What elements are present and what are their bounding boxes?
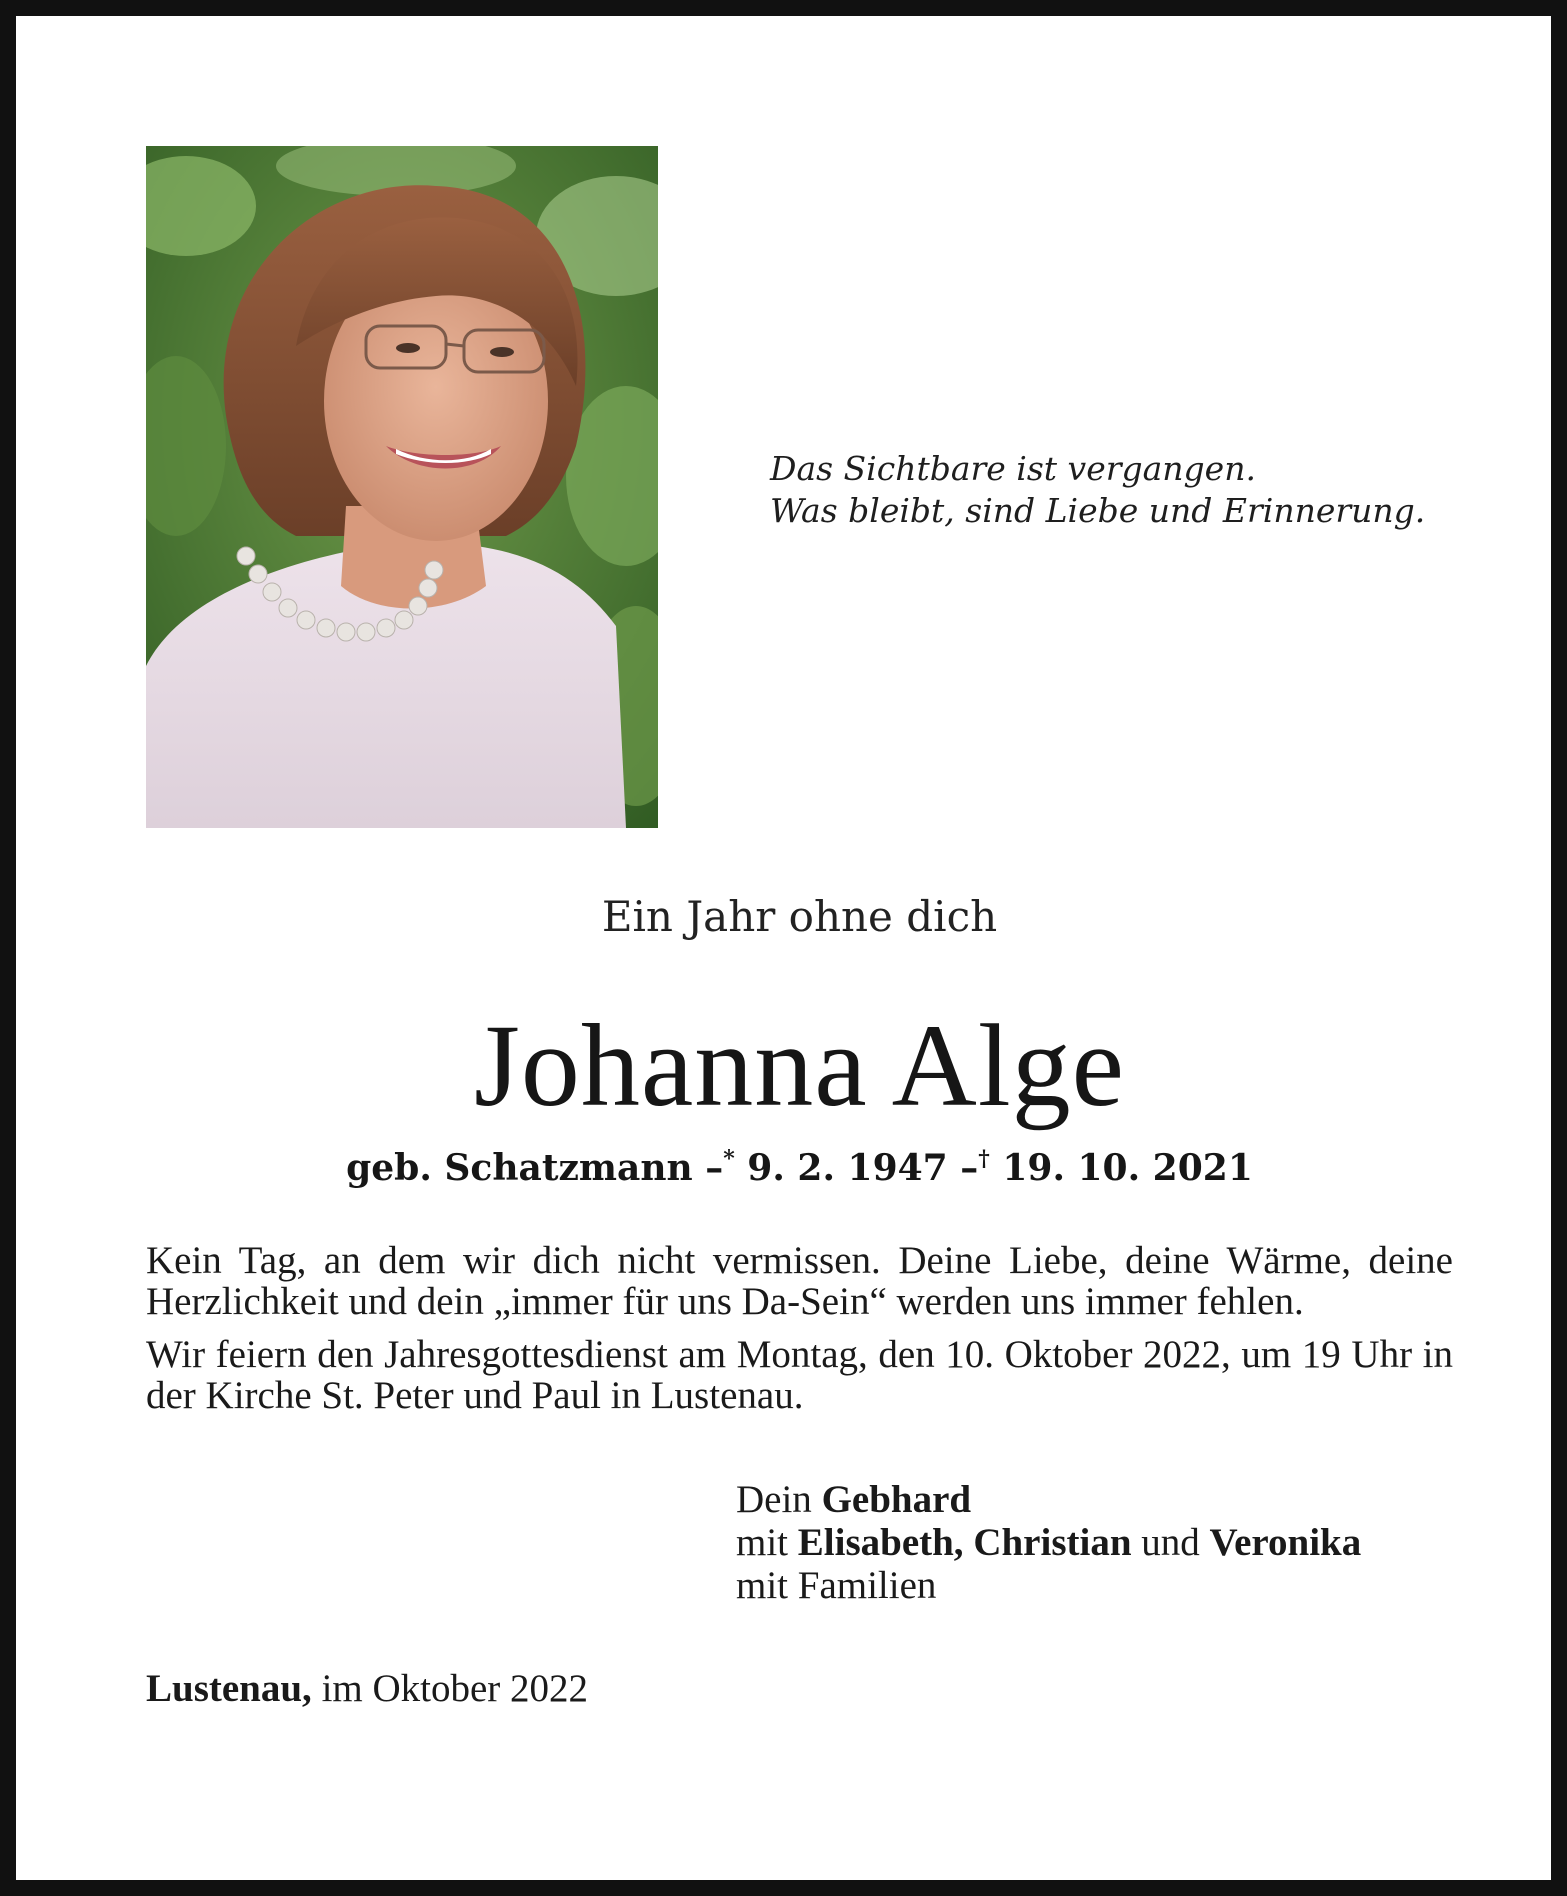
- place-town: Lustenau,: [146, 1667, 312, 1710]
- portrait-photo: [146, 146, 658, 828]
- mit-word: mit: [736, 1521, 789, 1564]
- life-dates: [16, 1134, 1567, 1193]
- name-gebhard: Gebhard: [821, 1478, 972, 1521]
- quote-line-1: Das Sichtbare ist vergangen.: [770, 449, 1256, 488]
- name-christian: Christian: [973, 1521, 1132, 1564]
- death-date: 19. 10. 2021: [1002, 1147, 1253, 1189]
- signature-line-2: [736, 1521, 1361, 1564]
- name-elisabeth: Elisabeth,: [797, 1521, 964, 1564]
- body-paragraph-1: Kein Tag, an dem wir dich nicht vermissen. Deine Liebe, deine Wärme, deine Herzlichkeit und dein „immer für uns Da-Sein“ werden uns immer fehlen.: [146, 1239, 1453, 1323]
- dash-1: –: [705, 1147, 724, 1189]
- memorial-quote: [770, 448, 1425, 532]
- maiden-name: geb. Schatzmann: [346, 1147, 693, 1189]
- birth-symbol: *: [723, 1146, 735, 1172]
- birth-date: 9. 2. 1947: [747, 1147, 948, 1189]
- deceased-name: Johanna Alge: [473, 1000, 1126, 1131]
- und-word: und: [1141, 1521, 1200, 1564]
- place-date-text: im Oktober 2022: [321, 1667, 589, 1710]
- quote-line-2: Was bleibt, sind Liebe und Erinnerung.: [770, 491, 1426, 530]
- death-symbol: †: [978, 1146, 990, 1172]
- signature-line-1: [736, 1478, 1361, 1521]
- place-date: [146, 1667, 588, 1711]
- signature-line-3: mit Familien: [736, 1564, 937, 1607]
- name-veronika: Veronika: [1209, 1521, 1362, 1564]
- anniversary-heading: Ein Jahr ohne dich: [601, 892, 998, 941]
- signature-block: [736, 1478, 1361, 1607]
- dash-2: –: [960, 1147, 979, 1189]
- notice-body: [146, 1240, 1453, 1428]
- portrait-image: [146, 146, 658, 828]
- dein-word: Dein: [736, 1478, 812, 1521]
- body-paragraph-2: Wir feiern den Jahresgottesdienst am Montag, den 10. Oktober 2022, um 19 Uhr in der Kirche St. Peter und Paul in Lustenau.: [146, 1333, 1453, 1417]
